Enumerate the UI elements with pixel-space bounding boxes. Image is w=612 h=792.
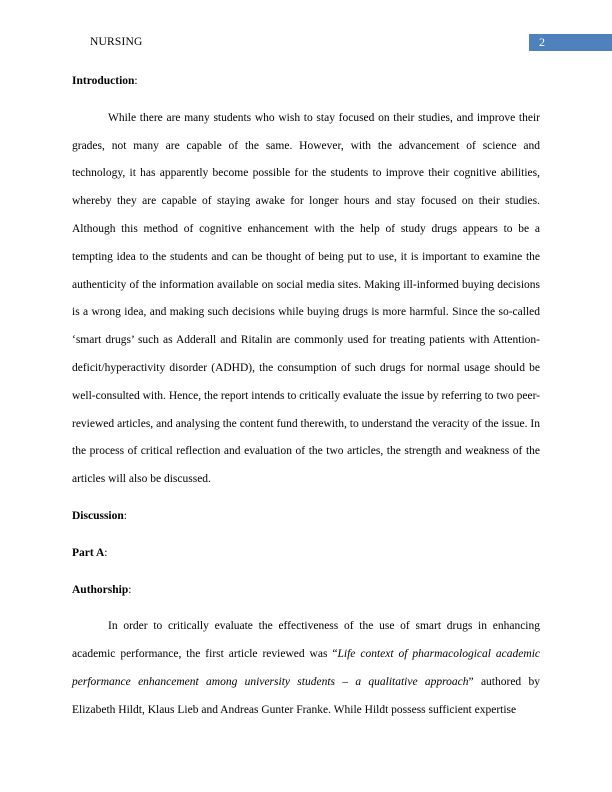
document-body [72, 68, 540, 725]
introduction-heading [72, 68, 540, 96]
running-head: NURSING [90, 36, 143, 48]
part-a-heading [72, 540, 540, 568]
authorship-text-before: In order to critically evaluate the effectiveness of the use of smart drugs in enhancing academic performance, the first article reviewed was “ [72, 620, 540, 661]
authorship-heading [72, 577, 540, 605]
heading-colon: : [128, 583, 132, 596]
page-header [0, 34, 612, 54]
introduction-paragraph: While there are many students who wish to stay focused on their studies, and improve their grades, not many are capable of the same. However, with the advancement of science and technology, it has apparently become possible for the students to improve their cognitive abilities, whereby they are capable of staying awake for longer hours and stay focused on their studies. Although this method of cognitive enhancement with the help of study drugs appears to be a tempting idea to the students and can be thought of being put to use, it is important to examine the authenticity of the information available on social media sites. Making ill-informed buying decisions is a wrong idea, and making such decisions while buying drugs is more harmful. Since the so-called ‘smart drugs’ such as Adderall and Ritalin are commonly used for treating patients with Attention-deficit/hyperactivity disorder (ADHD), the consumption of such drugs for normal usage should be well-consulted with. Hence, the report intends to critically evaluate the issue by referring to two peer-reviewed articles, and analysing the content fund therewith, to understand the veracity of the issue. In the process of critical reflection and evaluation of the two articles, the strength and weakness of the articles will also be discussed. [72, 111, 540, 486]
part-a-heading-text: Part A [72, 546, 105, 559]
heading-colon: : [134, 75, 138, 87]
discussion-heading [72, 503, 540, 531]
article-title: Life context of pharmacological academic performance enhancement among university students – a qualitative approach [72, 648, 540, 688]
heading-colon: : [104, 546, 108, 559]
page-number-bar [529, 34, 612, 51]
introduction-heading-text: Introduction [72, 75, 135, 87]
authorship-text-after: ” authored by Elizabeth Hildt, Klaus Lieb and Andreas Gunter Franke. While Hildt possess sufficient expertise [72, 675, 540, 716]
authorship-paragraph [72, 613, 540, 724]
discussion-heading-text: Discussion [72, 509, 124, 522]
heading-colon: : [123, 509, 127, 522]
page-number: 2 [539, 35, 545, 49]
authorship-heading-text: Authorship [72, 583, 129, 596]
